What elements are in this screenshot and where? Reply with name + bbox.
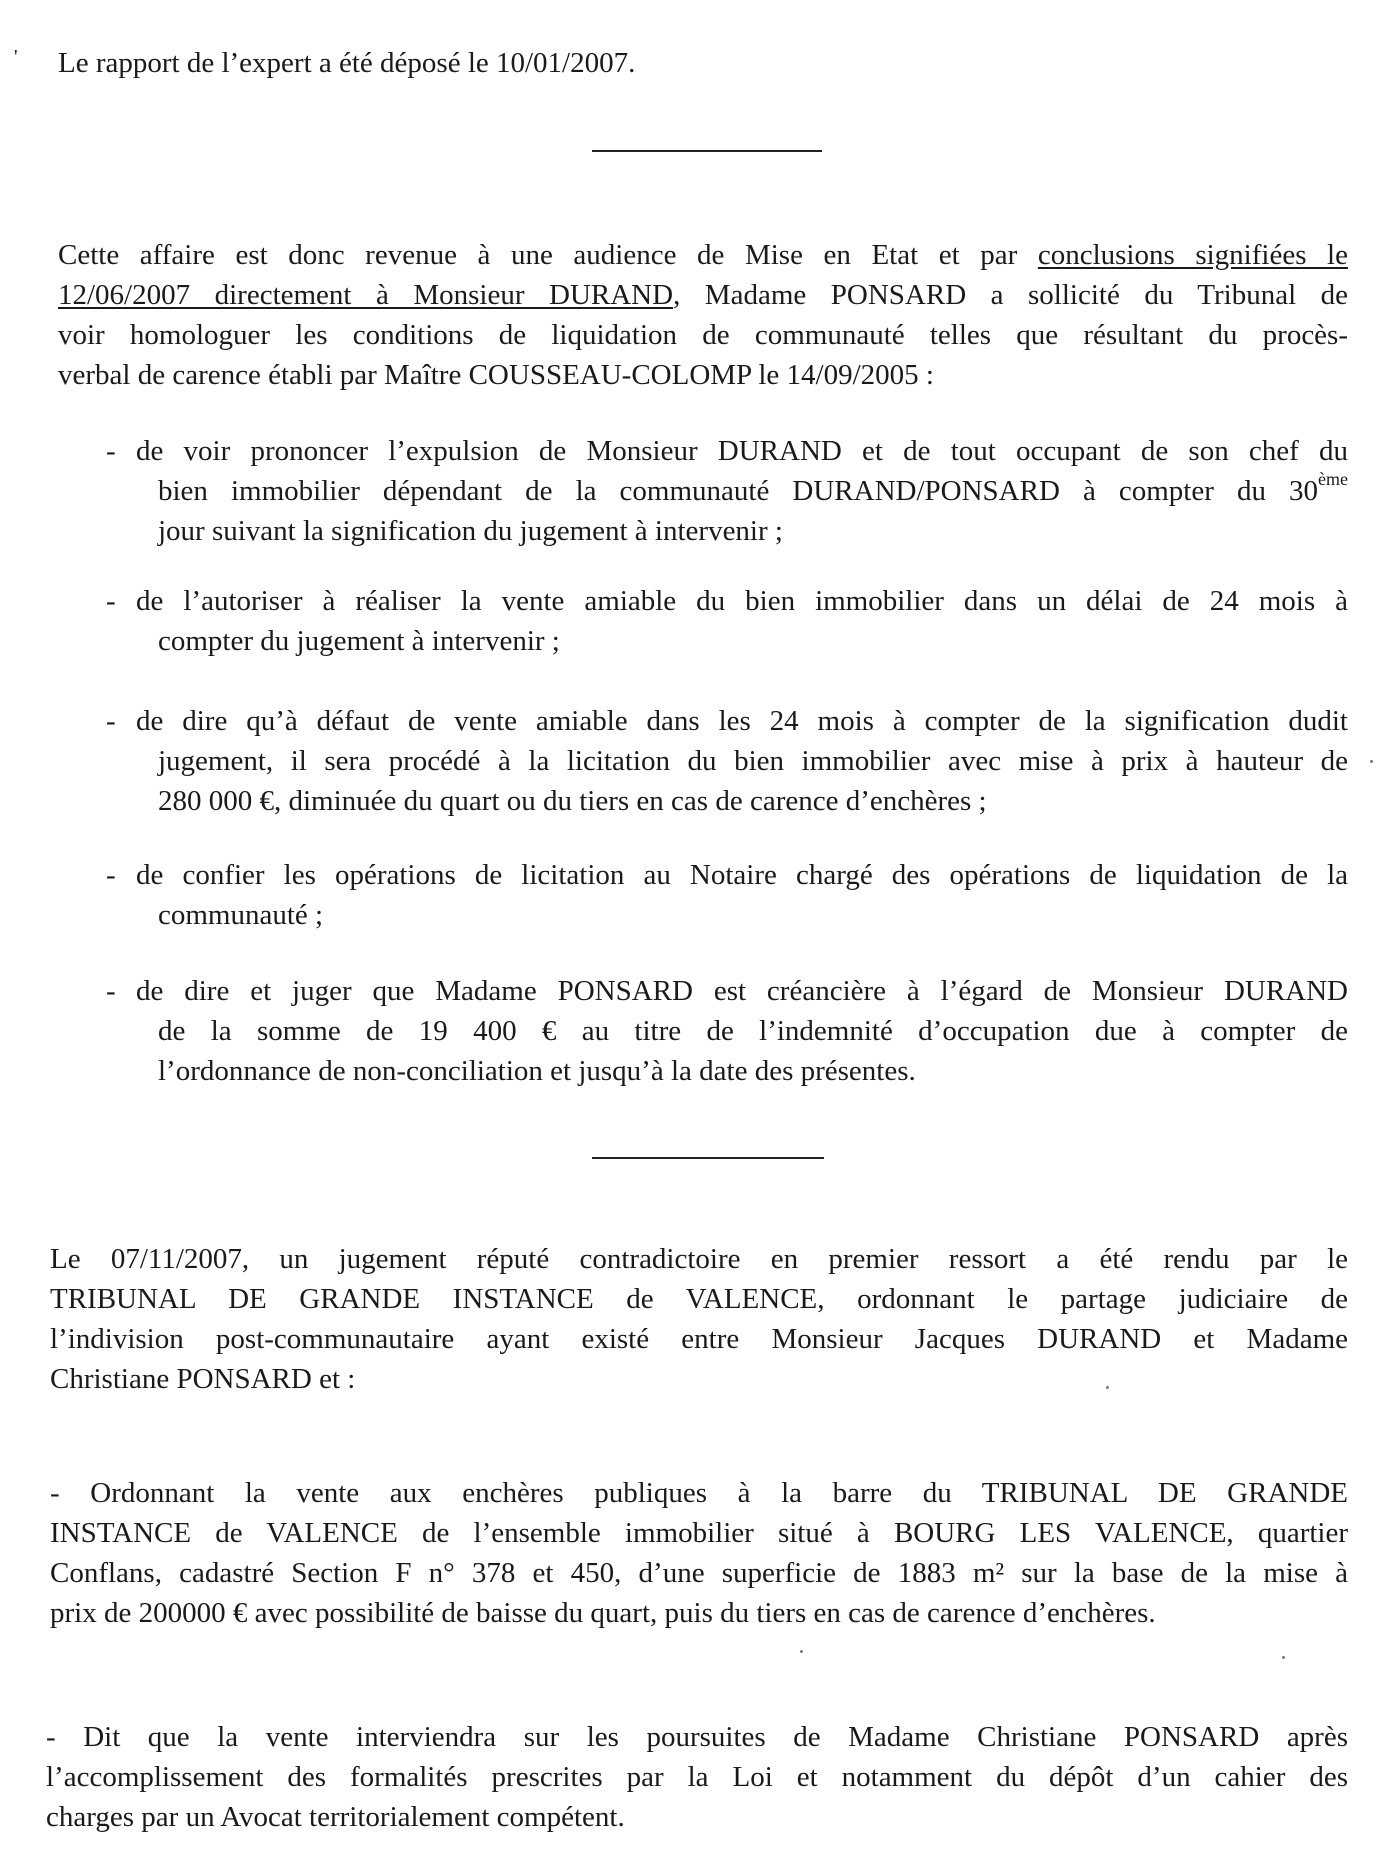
paragraph-line: INSTANCE de VALENCE de l’ensemble immobilier situé à BOURG LES VALENCE, quartier (50, 1517, 1348, 1549)
scan-speck (1282, 1656, 1285, 1659)
scan-speck (800, 1650, 803, 1653)
scan-speck (1106, 1386, 1109, 1389)
paragraph-line: Cette affaire est donc revenue à une audience de Mise en Etat et par conclusions signifiées le (58, 239, 1348, 271)
section-separator (592, 1157, 824, 1159)
paragraph-line: - Dit que la vente interviendra sur les poursuites de Madame Christiane PONSARD après (46, 1721, 1348, 1753)
superscript: ème (1318, 469, 1348, 490)
paragraph-line: TRIBUNAL DE GRANDE INSTANCE de VALENCE, ordonnant le partage judiciaire de (50, 1283, 1348, 1315)
underlined-text: conclusions signifiées le (1037, 239, 1348, 271)
scan-speck (1370, 760, 1373, 763)
paragraph-line: verbal de carence établi par Maître COUSSEAU-COLOMP le 14/09/2005 : (58, 359, 934, 391)
list-item-line: communauté ; (158, 899, 324, 931)
list-item-line: 280 000 €, diminuée du quart ou du tiers en cas de carence d’enchères ; (158, 785, 987, 817)
list-item-line: compter du jugement à intervenir ; (158, 625, 560, 657)
paragraph-line: 12/06/2007 directement à Monsieur DURAND, Madame PONSARD a sollicité du Tribunal de (58, 279, 1348, 311)
list-dash: - (106, 435, 116, 467)
list-item-line: bien immobilier dépendant de la communauté DURAND/PONSARD à compter du 30ème (158, 469, 1348, 507)
section-separator (592, 150, 822, 152)
list-item-line: de confier les opérations de licitation au Notaire chargé des opérations de liquidation de la (136, 859, 1348, 891)
list-item-line: jour suivant la signification du jugement à intervenir ; (158, 515, 783, 547)
paragraph-line: prix de 200000 € avec possibilité de baisse du quart, puis du tiers en cas de carence d’enchères. (50, 1597, 1156, 1629)
list-item-line: de l’autoriser à réaliser la vente amiable du bien immobilier dans un délai de 24 mois à (136, 585, 1348, 617)
list-item-line: de voir prononcer l’expulsion de Monsieur DURAND et de tout occupant de son chef du (136, 435, 1348, 467)
paragraph-line: l’accomplissement des formalités prescrites par la Loi et notamment du dépôt d’un cahier des (46, 1761, 1348, 1793)
list-item-line: de la somme de 19 400 € au titre de l’indemnité d’occupation due à compter de (158, 1015, 1348, 1047)
paragraph-line: Conflans, cadastré Section F n° 378 et 450, d’une superficie de 1883 m² sur la base de la mise à (50, 1557, 1348, 1589)
list-dash: - (106, 975, 116, 1007)
list-item-line: de dire et juger que Madame PONSARD est créancière à l’égard de Monsieur DURAND (136, 975, 1348, 1007)
list-dash: - (106, 705, 116, 737)
paragraph-line: - Ordonnant la vente aux enchères publiques à la barre du TRIBUNAL DE GRANDE (50, 1477, 1348, 1509)
intro-line: Le rapport de l’expert a été déposé le 10/01/2007. (58, 47, 636, 79)
paragraph-line: Le 07/11/2007, un jugement réputé contradictoire en premier ressort a été rendu par le (50, 1243, 1348, 1275)
paragraph-line: charges par un Avocat territorialement compétent. (46, 1801, 625, 1833)
paragraph-line: Christiane PONSARD et : (50, 1363, 356, 1395)
list-item-line: de dire qu’à défaut de vente amiable dans les 24 mois à compter de la signification dudit (136, 705, 1348, 737)
underlined-text: 12/06/2007 directement à Monsieur DURAND (58, 279, 674, 311)
paragraph-line: voir homologuer les conditions de liquidation de communauté telles que résultant du procès- (58, 319, 1348, 351)
paragraph-line: l’indivision post-communautaire ayant existé entre Monsieur Jacques DURAND et Madame (50, 1323, 1348, 1355)
list-item-line: l’ordonnance de non-conciliation et jusqu’à la date des présentes. (158, 1055, 916, 1087)
list-item-line: jugement, il sera procédé à la licitation du bien immobilier avec mise à prix à hauteur de (158, 745, 1348, 777)
margin-mark: ' (14, 46, 18, 68)
list-dash: - (106, 859, 116, 891)
list-dash: - (106, 585, 116, 617)
